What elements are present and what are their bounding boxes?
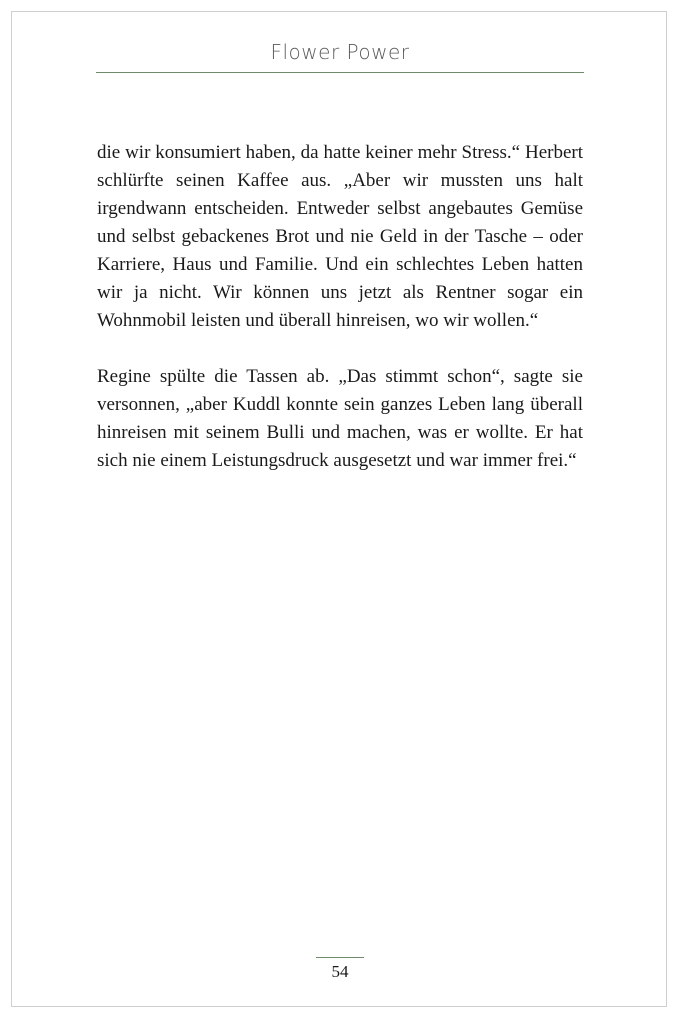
running-header-title: Flower Power — [270, 40, 410, 64]
body-text — [97, 139, 583, 475]
page-number: 54 — [331, 962, 349, 981]
footer-divider — [316, 957, 364, 958]
paragraph: Regine spülte die Tassen ab. „Das stimmt schon“, sagte sie versonnen, „aber Kuddl konnte sein ganzes Leben lang überall hinreisen mit seinem Bulli und machen, was er wollte. Er hat sich nie einem Leistungsdruck ausgesetzt und war immer frei.“ — [97, 366, 583, 471]
header-divider — [96, 72, 584, 73]
paragraph: die wir konsumiert haben, da hatte keiner mehr Stress.“ Herbert schlürfte seinen Kaffee aus. „Aber wir mussten uns halt irgendwann entscheiden. Entweder selbst angebautes Gemüse und selbst gebackenes Brot und nie Geld in der Tasche – oder Karriere, Haus und Familie. Und ein schlechtes Leben hatten wir ja nicht. Wir können uns jetzt als Rentner sogar ein Wohnmobil leisten und überall hinreisen, wo wir wollen.“ — [97, 142, 583, 331]
